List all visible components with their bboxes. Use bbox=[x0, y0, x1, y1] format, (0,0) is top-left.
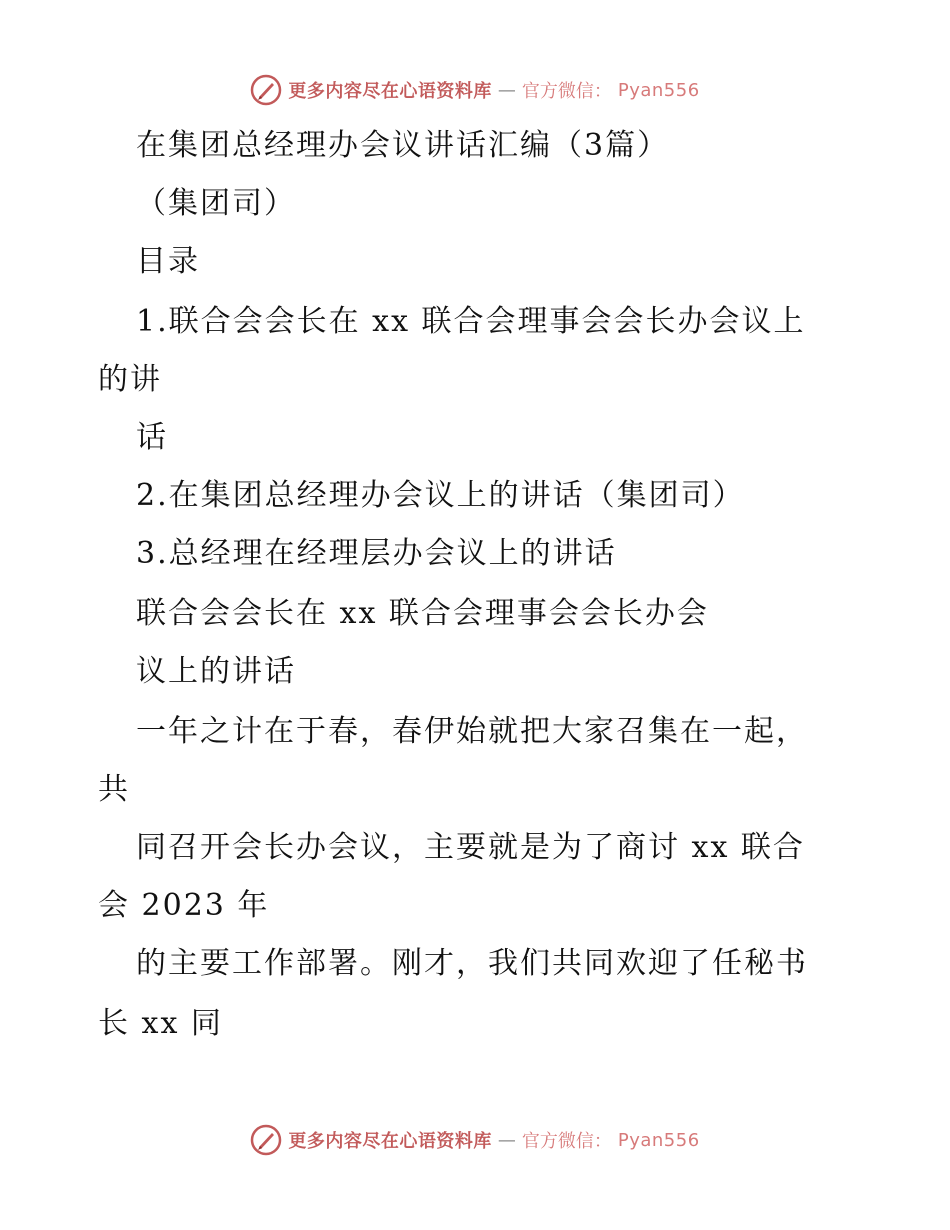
paragraph-line: 长 xx 同 bbox=[98, 1006, 223, 1041]
document-title: 在集团总经理办会议讲话汇编（3篇） bbox=[136, 128, 670, 163]
toc-heading: 目录 bbox=[136, 244, 200, 279]
paragraph-line: 的主要工作部署。刚才，我们共同欢迎了任秘书 bbox=[136, 946, 808, 981]
toc-item-3: 3.总经理在经理层办会议上的讲话 bbox=[136, 536, 617, 571]
watermark-official-label: 官方微信： bbox=[521, 1131, 612, 1152]
toc-item-2: 2.在集团总经理办会议上的讲话（集团司） bbox=[136, 478, 745, 513]
watermark-wechat-id: Pyan556 bbox=[617, 79, 700, 101]
toc-item-1: 1.联合会会长在 xx 联合会理事会会长办会议上 bbox=[136, 304, 806, 339]
quill-pen-logo-icon bbox=[250, 1124, 282, 1156]
paragraph-line: 一年之计在于春，春伊始就把大家召集在一起， bbox=[136, 714, 808, 749]
watermark-text: 更多内容尽在心语资料库 bbox=[288, 1131, 492, 1152]
watermark-footer bbox=[0, 1124, 950, 1156]
paragraph-line: 共 bbox=[98, 772, 130, 807]
quill-pen-logo-icon bbox=[250, 74, 282, 106]
toc-item-1-continued: 的讲 bbox=[98, 362, 162, 397]
watermark-header bbox=[0, 74, 950, 106]
toc-item-1-end: 话 bbox=[136, 420, 168, 455]
watermark-official-label: 官方微信： bbox=[521, 81, 612, 102]
document-subtitle: （集团司） bbox=[136, 186, 296, 221]
section-heading-continued: 议上的讲话 bbox=[136, 654, 296, 689]
watermark-wechat-id: Pyan556 bbox=[617, 1129, 700, 1151]
watermark-separator: — bbox=[497, 79, 516, 101]
paragraph-line: 会 2023 年 bbox=[98, 888, 270, 923]
watermark-text: 更多内容尽在心语资料库 bbox=[288, 81, 492, 102]
section-heading: 联合会会长在 xx 联合会理事会会长办会 bbox=[136, 596, 709, 631]
watermark-separator: — bbox=[497, 1129, 516, 1151]
paragraph-line: 同召开会长办会议，主要就是为了商讨 xx 联合 bbox=[136, 830, 805, 865]
